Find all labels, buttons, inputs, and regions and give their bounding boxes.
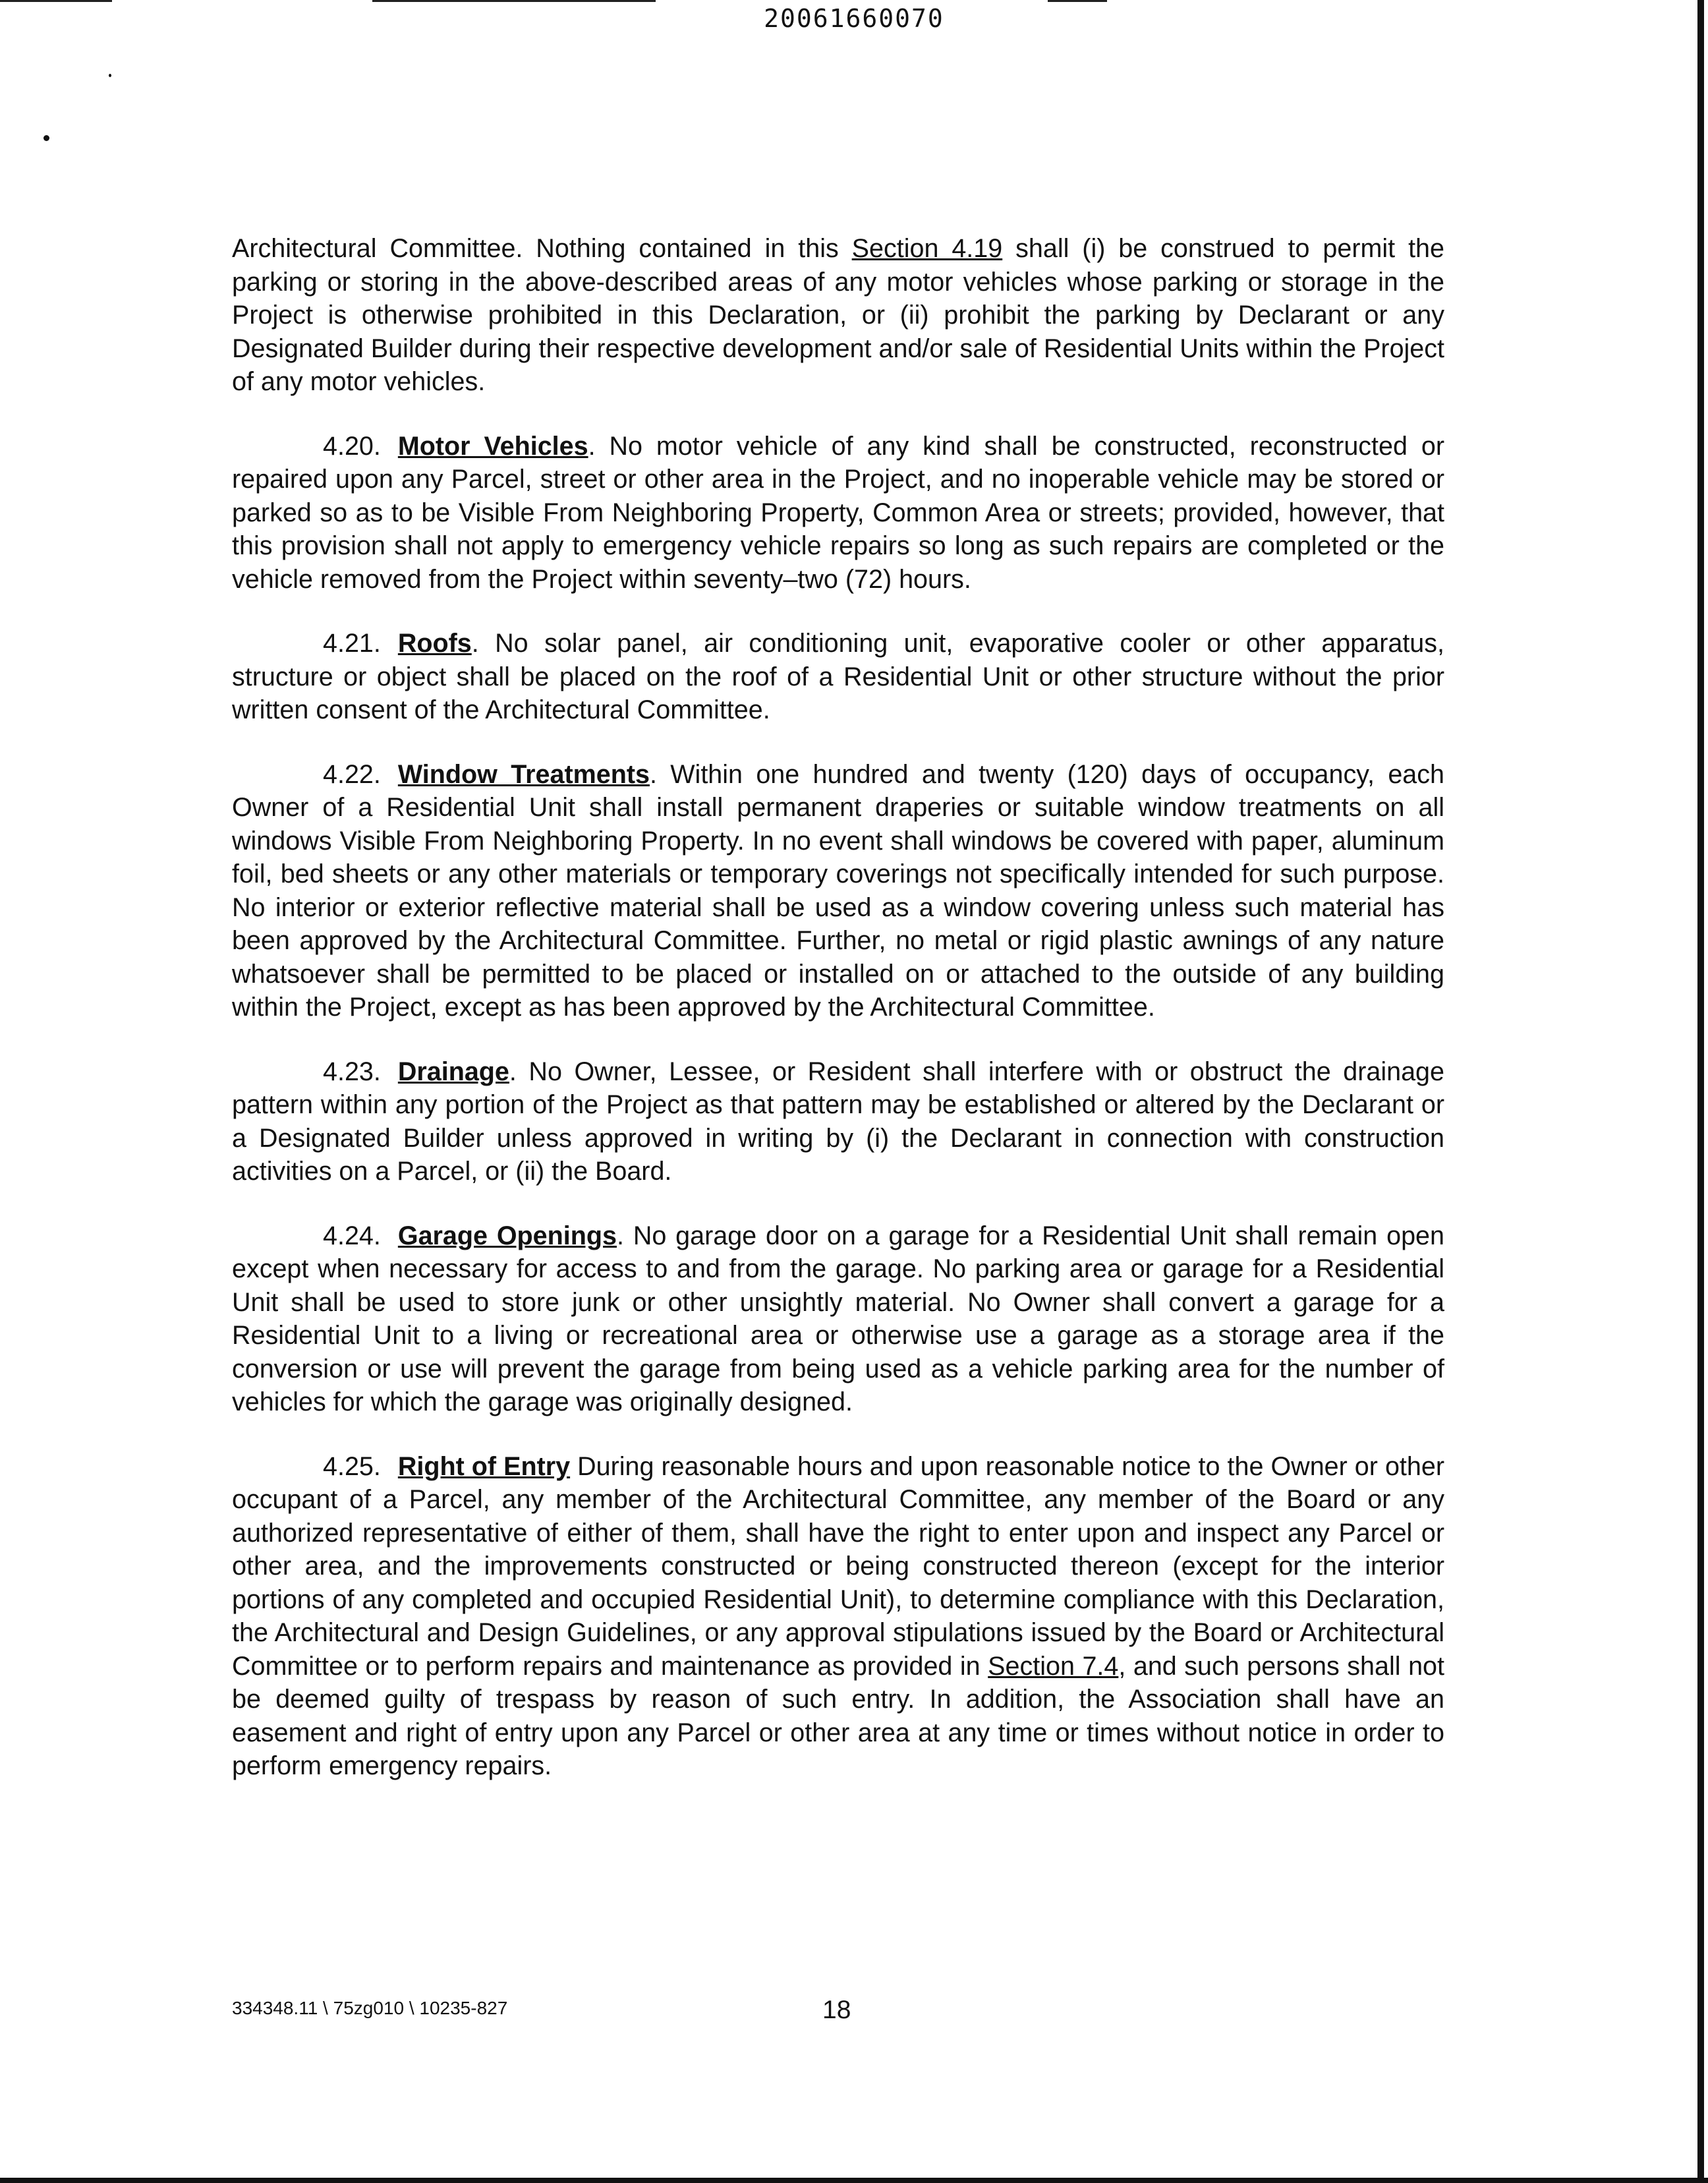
section-text: Within one hundred and twenty (120) days of occupancy, each Owner of a Residential Unit shall install permanent draperies or suitable window treatments on all windows Visible From Neighboring Property. In no event shall windows be covered with paper, aluminum foil, bed sheets or any other materials or temporary coverings not specifically intended for such purpose. No interior or exterior reflective material shall be used as a window covering unless such material has been approved by the Architectural Committee. Further, no metal or rigid plastic awnings of any nature whatsoever shall be permitted to be placed or installed on or attached to the outside of any building within the Project, except as has been approved by the Architectural Committee. [232,759,1444,1022]
scan-bottom-border [0,2178,1708,2183]
section-reference-link[interactable]: Section 7.4 [988,1651,1119,1681]
section-heading: Window Treatments [397,759,650,789]
top-scan-line [372,0,656,2]
section-paragraph [232,1055,1444,1188]
section-text: , and such persons shall not be deemed guilty of trespass by reason of such entry. In addition, the Association shall have an easement and right of entry upon any Parcel or other area at any time or times without notice in order to perform emergency repairs. [232,1651,1444,1780]
paragraph-text: Architectural Committee. Nothing contained in this [232,234,852,263]
section-paragraph [232,430,1444,597]
section-heading: Drainage [397,1057,509,1086]
document-identifier: 334348.11 \ 75zg010 \ 10235-827 [232,1998,508,2018]
section-number: 4.23. [323,1057,381,1086]
section-paragraph [232,758,1444,1024]
scan-speck [109,74,111,77]
continuation-paragraph [232,232,1444,399]
section-paragraph [232,1219,1444,1419]
heading-period: . [471,629,479,658]
section-number: 4.22. [323,759,381,789]
section-text: No garage door on a garage for a Residential Unit shall remain open except when necessary for access to and from the garage. No parking area or garage for a Residential Unit shall be used to store junk or other unsightly material. No Owner shall convert a garage for a Residential Unit to a living or recreational area or otherwise use a garage as a storage area if the conversion or use will prevent the garage from being used as a vehicle parking area for the number of vehicles for which the garage was originally designed. [232,1221,1444,1416]
paragraph-text: shall (i) be construed to permit the parking or storing in the above-described areas of any motor vehicles whose parking or storage in the Project is otherwise prohibited in this Declaration, or (ii) prohibit the parking by Declarant or any Designated Builder during their respective development and/or sale of Residential Units within the Project of any motor vehicles. [232,234,1444,396]
section-text: No Owner, Lessee, or Resident shall interfere with or obstruct the drainage pattern within any portion of the Project as that pattern may be established or altered by the Declarant or a Designated Builder unless approved in writing by (i) the Declarant in connection with construction activities on a Parcel, or (ii) the Board. [232,1057,1444,1186]
section-number: 4.25. [323,1451,381,1481]
section-number: 4.20. [323,431,381,461]
heading-period: . [509,1057,517,1086]
section-heading: Roofs [397,629,472,658]
heading-period: . [588,431,596,461]
section-heading: Garage Openings [397,1221,617,1250]
scan-right-border [1697,0,1704,2183]
section-heading: Motor Vehicles [397,431,588,461]
section-paragraph [232,1450,1444,1783]
section-number: 4.21. [323,629,381,658]
top-scan-line [1048,0,1107,2]
page-number: 18 [822,1996,851,2024]
heading-period: . [616,1221,624,1250]
section-reference-link[interactable]: Section 4.19 [851,234,1003,263]
section-number: 4.24. [323,1221,381,1250]
section-heading: Right of Entry [397,1451,571,1481]
section-text: No motor vehicle of any kind shall be constructed, reconstructed or repaired upon any Parcel, street or other area in the Project, and no inoperable vehicle may be stored or parked so as to be Visible From Neighboring Property, Common Area or streets; provided, however, that this provision shall not apply to emergency vehicle repairs so long as such repairs are completed or the vehicle removed from the Project within seventy–two (72) hours. [232,431,1444,594]
scan-speck [43,135,49,141]
section-text: During reasonable hours and upon reasonable notice to the Owner or other occupant of a Parcel, any member of the Architectural Committee, any member of the Board or any authorized representative of either of them, shall have the right to enter upon and inspect any Parcel or other area, and the improvements constructed or being constructed thereon (except for the interior portions of any completed and occupied Residential Unit), to determine compliance with this Declaration, the Architectural and Design Guidelines, or any approval stipulations issued by the Board or Architectural Committee or to perform repairs and maintenance as provided in [232,1451,1444,1681]
heading-period: . [649,759,657,789]
top-scan-line [0,0,112,2]
recording-number: 20061660070 [764,4,944,33]
section-paragraph [232,627,1444,727]
document-body [232,232,1444,1814]
section-text: No solar panel, air conditioning unit, evaporative cooler or other apparatus, structure or object shall be placed on the roof of a Residential Unit or other structure without the prior written consent of the Architectural Committee. [232,629,1444,724]
